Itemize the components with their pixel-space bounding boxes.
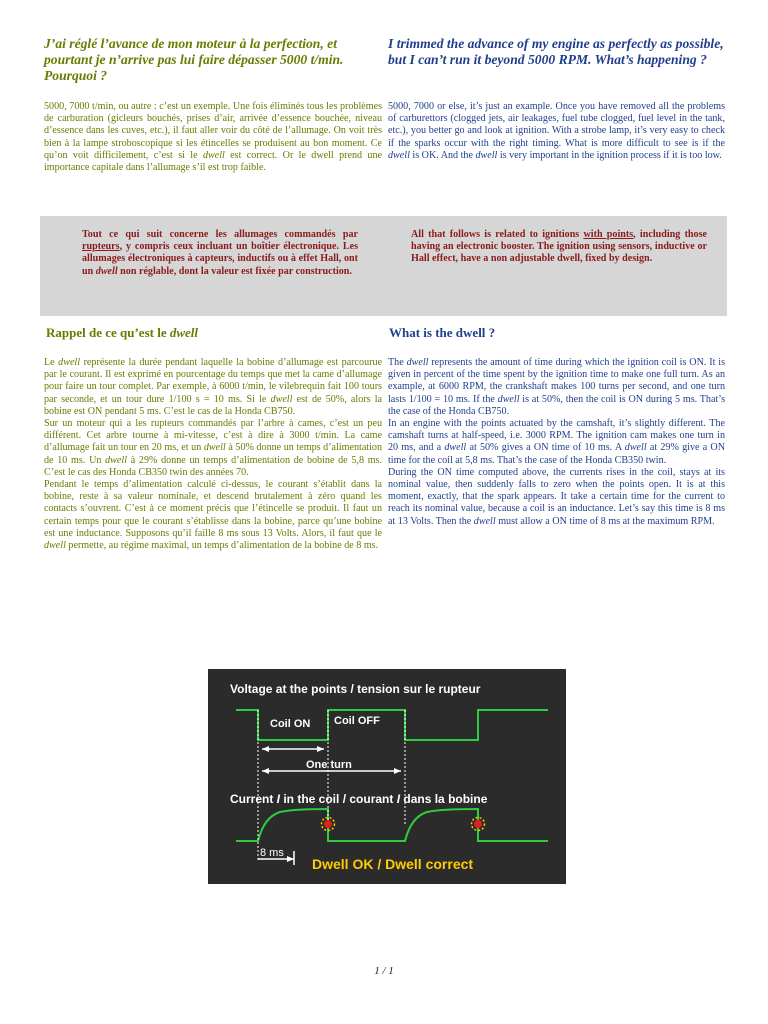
text-run: représente la durée pendant laquelle la bobine d’allumage est parcourue par le courant. Il est exprimé en pourcentage du temps que met la came d’allumage pour faire un tour complet. Par exemple, à 6000 t/min, le vilebrequin fait 100 tours par seconde, et un tour dure 1/100 s = 10 ms. Si le xyxy=(44,357,382,405)
underlined-term: rupteurs xyxy=(82,241,120,253)
text-run: Sur un moteur qui a les rupteurs commandés par l’arbre à cames, c’est un peu différent. Cet arbre tourne à mi-vitesse, c’est à dire à 3000 t/min. La came d’allumage fait un tour en 20 ms, et un xyxy=(44,418,382,454)
diagram-svg xyxy=(208,669,566,884)
text-run: Rappel de ce qu’est le xyxy=(46,325,170,340)
dwell-text-en xyxy=(388,357,725,528)
text-run: is OK. And the xyxy=(409,149,476,161)
paragraph xyxy=(388,467,725,528)
text-run: à 50% donne un temps d’alimentation de 10 ms. Un xyxy=(44,442,383,466)
intro-paragraph-en xyxy=(388,101,725,162)
text-run: During the ON time computed above, the currents rises in the coil, stays at its nominal value, then suddenly falls to zero when the points open. It is at this moment, exactly, that the spark appears. It take a certain time for the current to reach its nominal value, because a coil is an inductance. Let’s say this time is 8 ms at 13 Volts. Then the xyxy=(388,466,725,527)
text-run: in the coil / courant xyxy=(280,792,397,806)
intro-fr xyxy=(44,101,382,174)
dwell-text-fr xyxy=(44,357,382,552)
dwell-term: dwell xyxy=(202,149,225,161)
dwell-diagram xyxy=(208,669,566,884)
text-run: at 50% gives a ON time of 10 ms. A xyxy=(466,442,625,454)
dwell-term: dwell xyxy=(624,442,647,454)
text-run: I xyxy=(276,792,281,806)
text-run: dans la bobine xyxy=(400,792,488,806)
text-run: 5000, 7000 or else, it’s just an example. Once you have removed all the problems of carburettors (clogged jets, air leakages, fuel tube clogged, fuel level in the tank, etc.), you better go and look at ignition. With a strobe lamp, it’s very easy to check if the sparks occur with the right timing. What is more difficult to see is if the xyxy=(388,101,725,149)
text-run: Le xyxy=(44,357,59,368)
intro-paragraph-fr xyxy=(44,101,382,174)
section-heading-en: What is the dwell ? xyxy=(389,325,496,340)
one-turn-label: One turn xyxy=(306,759,352,771)
text-run: Tout ce qui suit concerne les allumages commandés par xyxy=(82,229,358,240)
dwell-term: dwell xyxy=(473,515,496,527)
note-fr xyxy=(82,229,358,278)
dwell-term: dwell xyxy=(497,393,520,405)
coil-on-arrow xyxy=(262,746,324,752)
paragraph xyxy=(388,357,725,418)
text-run: The xyxy=(388,357,407,368)
section-heading-fr xyxy=(46,325,198,341)
dwell-term: dwell xyxy=(475,149,498,161)
header-fr xyxy=(44,36,382,84)
header-en xyxy=(388,36,725,68)
text-run: non réglable, dont la valeur est fixée par construction. xyxy=(117,265,352,277)
eight-ms-label: 8 ms xyxy=(260,847,284,859)
dwell-term: dwell xyxy=(105,454,127,466)
text-run: Current xyxy=(230,792,277,806)
paragraph xyxy=(44,418,382,479)
current-title xyxy=(230,792,488,806)
text-run: at 29% give a ON time for the coil at 5,8 ms. That’s the case of the Honda CB350 twin. xyxy=(388,442,726,466)
text-run: permette, au régime maximal, un temps d’alimentation de la bobine de 8 ms. xyxy=(65,540,379,552)
question-title-en: I trimmed the advance of my engine as perfectly as possible, but I can’t run it beyond 5000 RPM. What’s happening ? xyxy=(388,36,724,67)
page-number: 1 / 1 xyxy=(374,965,394,977)
paragraph xyxy=(388,418,725,467)
text-run: represents the amount of time during which the ignition coil is ON. It is given in percent of the time spent by the ignition time to make one full turn. As an example, at 6000 RPM, the crankshaft makes 100 turns per second, and one turn lasts 1/100 = 10 ms. If the xyxy=(388,357,726,405)
text-run: is at 50%, then the coil is ON during 5 ms. That’s the case of the Honda CB750. xyxy=(388,393,725,417)
dwell-term: dwell xyxy=(44,540,66,552)
coil-on-label: Coil ON xyxy=(270,718,311,730)
text-run: Pendant le temps d’alimentation calculé ci-dessus, le courant s’établit dans la bobine, reste à sa valeur nominale, et descend brutalement à zéro quand les contacts s’ouvrent. C’est à ce moment précis que l’étincelle se produit. Il faut un certain temps pour que le courant s’établisse dans la bobine, parce qu’une bobine est une inductance. Supposons qu’il faille 8 ms sous 13 Volts. Alors, il faut que le xyxy=(44,479,382,539)
text-run: is very important in the ignition process if it is too low. xyxy=(497,149,722,161)
voltage-title: Voltage at the points / tension sur le rupteur xyxy=(230,682,481,696)
dwell-term: dwell xyxy=(58,357,81,368)
text-run: , including those having an electronic booster. The ignition using sensors, inductive or Hall effect, have a non adjustable dwell, fixed by design. xyxy=(411,229,707,265)
question-title-fr: J’ai réglé l’avance de mon moteur à la perfection, et pourtant je n’arrive pas lui faire dépasser 5000 t/min. Pourquoi ? xyxy=(44,36,344,83)
dwell-term: dwell xyxy=(169,325,199,340)
dwell-term: dwell xyxy=(95,265,118,277)
text-run: est de 50%, alors la bobine est ON pendant 5 ms. C’est le cas de la Honda CB750. xyxy=(44,393,382,417)
text-run: In an engine with the points actuated by the camshaft, it’s slightly different. The camshaft turns at half-speed, i.e. 3000 RPM. The ignition cam makes one turn in 20 ms, and a xyxy=(388,418,725,454)
paragraph xyxy=(44,479,382,552)
underlined-term: with points xyxy=(583,229,634,240)
paragraph xyxy=(44,357,382,418)
text-run: est correct. Or le dwell prend une importance capitale dans l’allumage s’il est trop faible. xyxy=(44,149,382,174)
coil-off-label: Coil OFF xyxy=(334,715,380,727)
dwell-term: dwell xyxy=(203,442,226,454)
text-run: 5000, 7000 t/min, ou autre : c’est un exemple. Une fois éliminés tous les problèmes de carburation (gicleurs bouchés, prises d’air, arrivée d’essence bouchée, niveau d’essence dans les cuves, etc.), il faut aller voir du côté de l’allumage. On voit très bien à la lampe stroboscopique si les étincelles se produisent au bon moment. Ce qu’on voit difficilement, c’est si le xyxy=(44,101,382,161)
note-en xyxy=(411,229,707,266)
dwell-term: dwell xyxy=(444,442,467,454)
dwell-term: dwell xyxy=(270,393,293,405)
text-run: must allow a ON time of 8 ms at the maximum RPM. xyxy=(495,515,715,527)
current-trace xyxy=(236,809,548,841)
text-run: All that follows is related to ignitions xyxy=(411,229,584,240)
dwell-term: dwell xyxy=(406,357,429,368)
dwell-term: dwell xyxy=(388,149,410,161)
dwell-ok-label: Dwell OK / Dwell correct xyxy=(312,856,474,872)
text-run: , y compris ceux incluant un boîtier électronique. Les allumages électroniques à capteurs, inductifs ou à effet Hall, ont un xyxy=(82,241,358,277)
text-run: à 29% donne un temps d’alimentation de bobine de 5,8 ms. C’est le cas des Honda CB350 twin des années 70. xyxy=(44,454,383,478)
intro-en xyxy=(388,101,725,162)
guide-lines xyxy=(258,710,405,861)
text-run: I xyxy=(396,792,401,806)
